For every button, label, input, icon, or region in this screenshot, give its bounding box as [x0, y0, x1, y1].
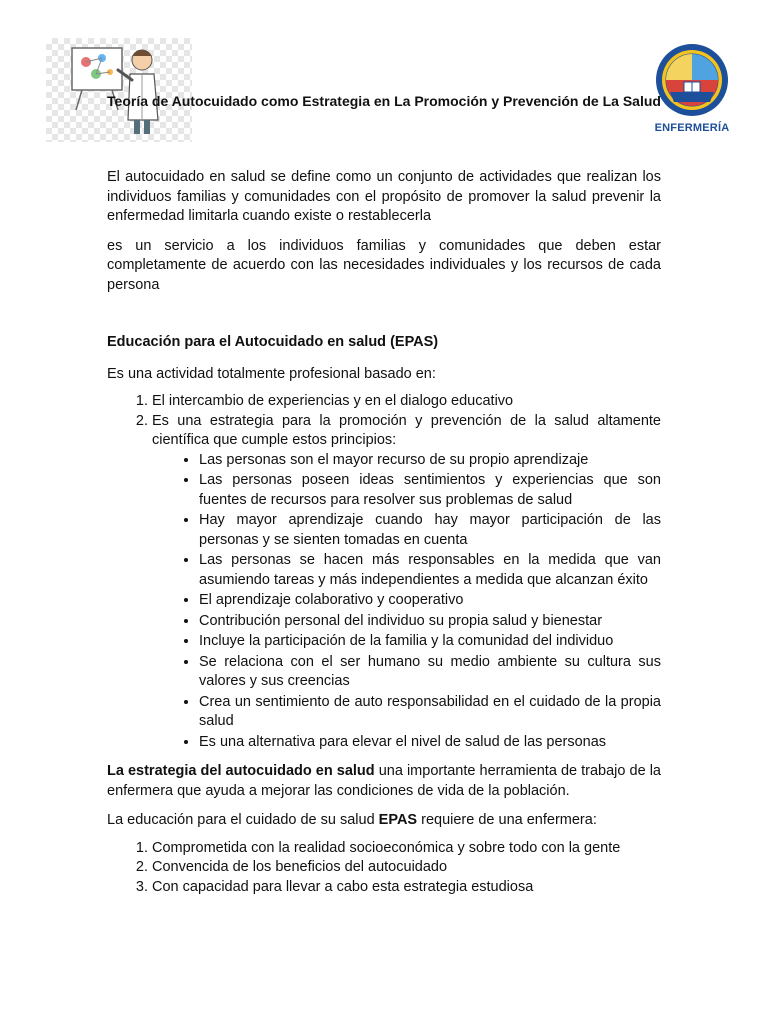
list-item: 2. Es una estrategia para la promoción y prevención de la salud altamente científica que cumple estos principios: • Las personas son el mayor recurso de su propio aprendizaje • Las personas poseen ideas sentimientos y experiencias que son fuentes de recursos para resolver sus problemas de salud • Hay mayor aprendizaje cuando hay mayor participación de las personas y se sienten tomadas en cuenta • Las personas se hacen más responsables en la medida que van asumiendo tareas y más independientes a medida que alcanzan éxito • El aprendizaje colaborativo y cooperativo • Contribución personal del individuo su propia salud y bienestar • Incluye la participación de la familia y la comunidad del individuo • Se relaciona con el ser humano su medio ambiente su cultura sus valores y sus creencias • Crea un sentimiento de auto responsabilidad en el cuidado de la propia salud • Es una alternativa para elevar el nivel de salud de las personas	[152, 412, 661, 753]
numbered-list-basis	[107, 392, 661, 752]
principle-item: • Las personas se hacen más responsables en la medida que van asumiendo tareas y más independientes a medida que alcanzan éxito	[199, 551, 661, 590]
intro-paragraph-2: es un servicio a los individuos familias y comunidades que deben estar completamente de acuerdo con las necesidades individuales y los recursos de cada persona	[107, 237, 661, 293]
document-title: Teoría de Autocuidado como Estrategia en La Promoción y Prevención de La Salud	[107, 93, 661, 109]
list-item: 1. Comprometida con la realidad socioeconómica y sobre todo con la gente	[152, 839, 661, 859]
document-body	[107, 168, 661, 897]
principles-list	[152, 451, 661, 753]
strategy-paragraph: La estrategia del autocuidado en salud una importante herramienta de trabajo de la enfermera que ayuda a mejorar las condiciones de vida de la población.	[107, 763, 661, 799]
scientist-icon	[46, 38, 192, 142]
scientist-illustration	[46, 38, 192, 142]
principle-item: • Se relaciona con el ser humano su medio ambiente su cultura sus valores y sus creencias	[199, 653, 661, 692]
section-intro: Es una actividad totalmente profesional basado en:	[107, 365, 436, 382]
intro-paragraph-1: El autocuidado en salud se define como un conjunto de actividades que realizan los individuos familias y comunidades con el propósito de promover la salud prevenir la enfermedad limitarla cuando existe o restablecerla	[107, 169, 661, 224]
principle-item: • Incluye la participación de la familia y la comunidad del individuo	[199, 632, 661, 652]
principle-item: • Las personas poseen ideas sentimientos y experiencias que son fuentes de recursos para resolver sus problemas de salud	[199, 471, 661, 510]
list-item: 1. El intercambio de experiencias y en el dialogo educativo	[152, 392, 661, 412]
list-item: 2. Convencida de los beneficios del autocuidado	[152, 858, 661, 878]
principle-item: • Contribución personal del individuo su propia salud y bienestar	[199, 612, 661, 632]
section-heading: Educación para el Autocuidado en salud (EPAS)	[107, 334, 439, 350]
seal-label: ENFERMERÍA	[654, 122, 730, 134]
numbered-list-requirements	[107, 839, 661, 898]
list-item: 3. Con capacidad para llevar a cabo esta estrategia estudiosa	[152, 878, 661, 898]
principle-item: • Es una alternativa para elevar el nivel de salud de las personas	[199, 733, 661, 753]
principle-item: • Las personas son el mayor recurso de su propio aprendizaje	[199, 451, 661, 471]
principle-item: • Hay mayor aprendizaje cuando hay mayor participación de las personas y se sienten tomadas en cuenta	[199, 511, 661, 550]
requirement-paragraph: La educación para el cuidado de su salud EPAS requiere de una enfermera:	[107, 812, 597, 828]
principle-item: • Crea un sentimiento de auto responsabilidad en el cuidado de la propia salud	[199, 693, 661, 732]
principle-item: • El aprendizaje colaborativo y cooperativo	[199, 591, 661, 611]
